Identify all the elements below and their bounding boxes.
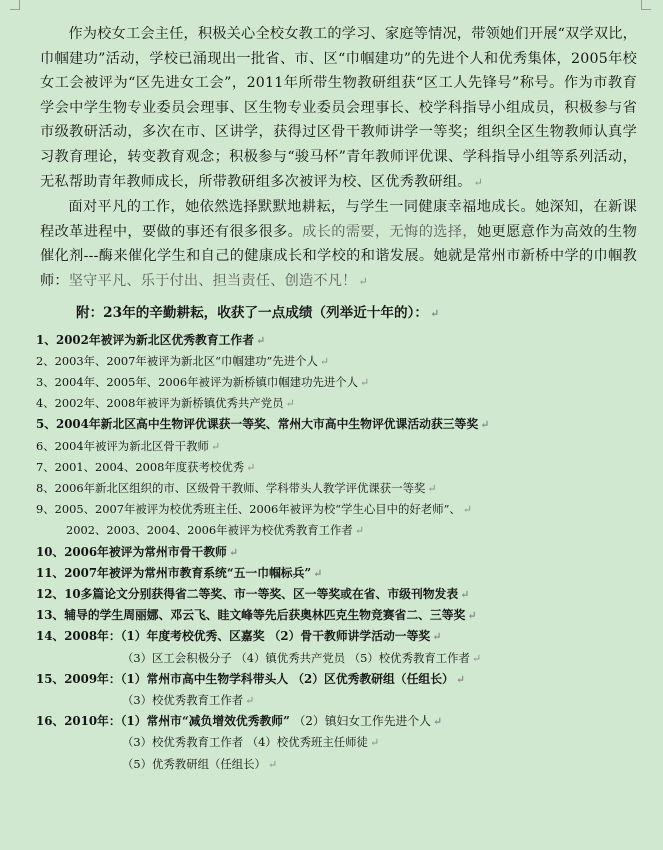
- list-item-number: 13、: [36, 608, 65, 623]
- paragraph-mark: ↵: [267, 757, 278, 771]
- paragraph-mark: ↵: [429, 306, 440, 320]
- list-item-text: （5）优秀教研组（任组长）: [122, 756, 266, 771]
- paragraph-2-text-d: 坚守平凡、乐于付出、担当责任、创造不凡！: [68, 272, 357, 289]
- paragraph-mark: ↵: [473, 175, 484, 189]
- list-item: [36, 372, 637, 393]
- list-item-number: 10、: [36, 544, 65, 559]
- paragraph-mark: ↵: [210, 439, 221, 453]
- paragraph-mark: ↵: [285, 397, 295, 411]
- list-item-number: 6、: [36, 438, 55, 453]
- list-item-text: 10多篇论文分别获得省二等奖、市一等奖、区一等奖或在省、市级刊物发表: [64, 586, 459, 601]
- paragraph-mark: ↵: [360, 375, 370, 389]
- list-item-number: 9、: [36, 502, 55, 517]
- paragraph-2-text-c: 她更愿意作为高效的生物催化剂---酶来催化学生和自己的健康成长和学校的和谐发展。她就是常州市新桥中学的巾帼教师：: [40, 223, 637, 289]
- page-corner-mark-right: [641, 0, 651, 10]
- list-item-continuation: [36, 520, 637, 541]
- list-item-text: （3）校优秀教育工作者 （4）校优秀班主任师徒: [122, 735, 368, 750]
- list-item-text-tail: （2）镇妇女工作先进个人: [289, 714, 431, 729]
- paragraph-mark: ↵: [369, 736, 380, 750]
- list-item-number: 14、: [36, 629, 65, 644]
- list-item-number: 15、: [36, 671, 65, 686]
- list-item-text: 2005、2007年被评为校优秀班主任、2006年被评为校“学生心目中的好老师”、: [54, 502, 461, 517]
- paragraph-mark: ↵: [432, 630, 442, 644]
- paragraph-mark: ↵: [467, 609, 477, 623]
- list-item-number: 8、: [36, 480, 55, 495]
- paragraph-1-text: 作为校女工会主任，积极关心全校女教工的学习、家庭等情况，带领她们开展“双学双比，巾帼建功”活动，学校已涌现出一批省、市、区“巾帼建功”的先进个人和优秀集体，2005年校女工会被评为“区先进女工会”，2011年所带生物教研组获“区工人先锋号”称号。作为市教育学会中学生物专业委员会理事、区生物专业委员会理事长、校学科指导小组成员，积极参与省市级教研活动，多次在市、区讲学，获得过区骨干教师讲学一等奖；组织全区生物教师认真学习教育理论，转变教育观念；积极参与“骏马杯”青年教师评优课、学科指导小组等系列活动，无私帮助青年教师成长，所带教研组多次被评为校、区优秀教研组。: [40, 26, 637, 190]
- list-item: [36, 626, 637, 647]
- list-item-text: 2006年新北区组织的市、区级骨干教师、学科带头人教学评优课获一等奖: [54, 480, 426, 495]
- list-item-text: 2002、2003、2004、2006年被评为校优秀教育工作者: [66, 523, 353, 538]
- list-item-number: 1、: [36, 332, 57, 347]
- body-text: [40, 22, 637, 295]
- paragraph-mark: ↵: [319, 354, 330, 368]
- list-item: [36, 478, 637, 499]
- paragraph-mark: ↵: [228, 545, 239, 559]
- list-item: [36, 563, 637, 584]
- list-item-subline: [36, 732, 637, 753]
- paragraph-mark: ↵: [427, 481, 437, 495]
- list-item-text: 2004年被评为新北区骨干教师: [54, 438, 209, 453]
- list-item-number: 5、: [36, 417, 57, 432]
- paragraph-2-text-a: 面对平凡的工作，她依然选择默默地耕耘，与学生一同健康幸福地成长。她深知，在新课程改革进程中，要做的事还有很多很多。: [40, 199, 637, 240]
- paragraph-mark: ↵: [460, 587, 470, 601]
- list-item-subline: [36, 648, 637, 669]
- paragraph-mark: ↵: [462, 503, 473, 517]
- paragraph-mark: ↵: [432, 715, 443, 729]
- list-item: [36, 414, 637, 435]
- paragraph-2: [40, 195, 637, 294]
- list-item: [36, 584, 637, 605]
- list-item-text: 2004年新北区高中生物评优课获一等奖、常州大市高中生物评优课活动获三等奖: [56, 417, 479, 432]
- paragraph-mark: ↵: [256, 333, 266, 347]
- list-item-number: 7、: [36, 459, 55, 474]
- list-item-subline: [36, 754, 637, 775]
- list-item: [36, 711, 637, 732]
- list-item-text: 2010年：（1）常州市“减负增效优秀教师”: [64, 714, 290, 729]
- list-item-text: （3）区工会积极分子 （4）镇优秀共产党员 （5）校优秀教育工作者: [122, 650, 470, 665]
- page-corner-mark-left: [10, 0, 20, 10]
- list-item-text: 2006年被评为常州市骨干教师: [64, 544, 227, 559]
- achievement-list: [36, 330, 637, 775]
- appendix-title-text: 附：23年的辛勤耕耘，收获了一点成绩（列举近十年的）：: [76, 304, 428, 321]
- paragraph-mark: ↵: [480, 418, 490, 432]
- list-item-text: 2004年、2005年、2006年被评为新桥镇巾帼建功先进个人: [54, 374, 359, 389]
- list-item: [36, 605, 637, 626]
- list-item-text: 辅导的学生周丽娜、邓云飞、眭文峰等先后获奥林匹克生物竞赛省二、三等奖: [64, 608, 466, 623]
- list-item: [36, 542, 637, 563]
- paragraph-mark: ↵: [354, 524, 365, 538]
- list-item: [36, 393, 637, 414]
- list-item: [36, 457, 637, 478]
- paragraph-mark: ↵: [455, 672, 466, 686]
- list-item-number: 11、: [36, 565, 65, 580]
- list-item-text: 2002年被评为新北区优秀教育工作者: [56, 332, 255, 347]
- paragraph-mark: ↵: [358, 274, 368, 288]
- list-item-text: 2007年被评为常州市教育系统“五一巾帼标兵”: [64, 565, 312, 580]
- list-item-text: 2003年、2007年被评为新北区“巾帼建功”先进个人: [54, 353, 318, 368]
- paragraph-1: [40, 22, 637, 195]
- list-item-number: 2、: [36, 353, 55, 368]
- list-item-text: 2002年、2008年被评为新桥镇优秀共产党员: [54, 396, 284, 411]
- list-item: [36, 669, 637, 690]
- list-item: [36, 436, 637, 457]
- list-item-text: （3）校优秀教育工作者: [122, 692, 244, 707]
- paragraph-2-text-b: 成长的需要，无悔的选择，: [302, 223, 477, 240]
- list-item-number: 3、: [36, 374, 55, 389]
- list-item: [36, 351, 637, 372]
- list-item: [36, 330, 637, 351]
- list-item-number: 4、: [36, 396, 55, 411]
- paragraph-mark: ↵: [313, 566, 323, 580]
- paragraph-mark: ↵: [471, 651, 482, 665]
- appendix-title: [40, 301, 637, 326]
- list-item: [36, 499, 637, 520]
- list-item-number: 12、: [36, 586, 65, 601]
- list-item-number: 16、: [36, 714, 65, 729]
- list-item-subline: [36, 690, 637, 711]
- paragraph-mark: ↵: [246, 460, 256, 474]
- list-item-text: 2008年：（1）年度考校优秀、区嘉奖 （2）骨干教师讲学活动一等奖: [64, 629, 431, 644]
- list-item-text: 2009年：（1）常州市高中生物学科带头人 （2）区优秀教研组（任组长）: [64, 671, 454, 686]
- list-item-text: 2001、2004、2008年度获考校优秀: [54, 459, 245, 474]
- paragraph-mark: ↵: [245, 693, 255, 707]
